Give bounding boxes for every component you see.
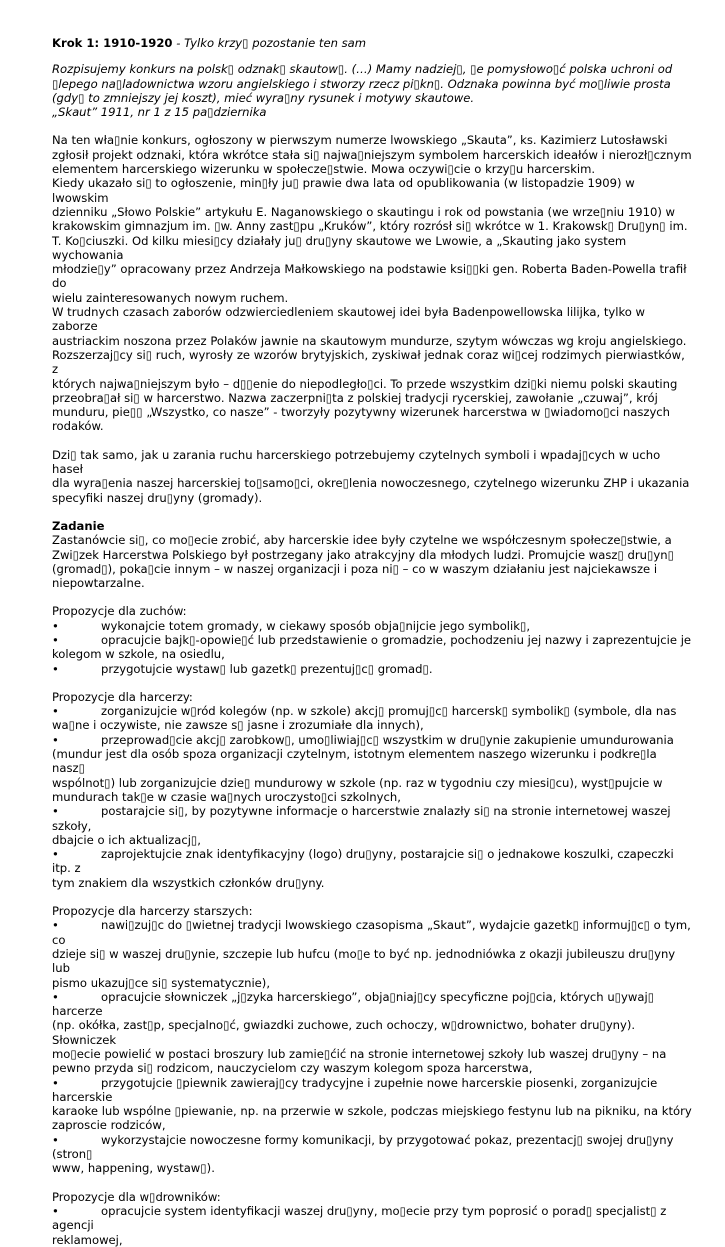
list-item (52, 662, 692, 676)
bullet-mark: • (52, 704, 59, 719)
text-line: elementem harcerskiego wizerunku w społecze▯stwie. Mowa oczywi▯cie o krzy▯u harcerskim. (52, 162, 596, 177)
list-item-text: mundurach tak▯e w czasie wa▯nych uroczysto▯ci szkolnych, (52, 789, 401, 804)
list-item-text: przygotujcie wystaw▯ lub gazetk▯ prezentuj▯c▯ gromad▯. (101, 661, 433, 676)
task-heading: Zadanie (52, 518, 105, 533)
text-line: (gromad▯), poka▯cie innym – w naszej organizacji i poza ni▯ – co w waszym działaniu jest najciekawsze i (52, 561, 658, 576)
document-page (52, 36, 692, 1247)
list-item-line (52, 662, 692, 676)
text-line: dzienniku „Słowo Polskie” artykułu E. Naganowskiego o skautingu i rok od powstania (we wrze▯niu 1910) w (52, 204, 676, 219)
list-item-text: tym znakiem dla wszystkich członków dru▯yny. (52, 875, 325, 890)
bullet-mark: • (52, 918, 59, 933)
today-paragraph (52, 448, 692, 505)
list-item-line (52, 704, 692, 718)
list-item-text: nawi▯zuj▯c do ▯wietnej tradycji lwowskiego czasopisma „Skaut”, wydajcie gazetk▯ informuj▯c▯ o tym, co (52, 918, 691, 947)
list-item-text: www, happening, wystaw▯). (52, 1161, 215, 1176)
text-line: Zwi▯zek Harcerstwa Polskiego był postrzegany jako atrakcyjny dla młodych ludzi. Promujcie wasz▯ dru▯yn▯ (52, 547, 674, 562)
list-item-line (52, 747, 692, 776)
list-item-line (52, 1118, 692, 1132)
list-item (52, 990, 692, 1076)
list-item-line (52, 876, 692, 890)
text-line: Rozszerzaj▯cy si▯ ruch, wyrosły ze wzorów brytyjskich, zyskiwał jednak coraz wi▯cej rodzimych pierwiastków, z (52, 347, 685, 377)
bullet-mark: • (52, 1132, 59, 1147)
quote-line: ▯lepego na▯ladownictwa wzoru angielskiego i stworzy rzecz pi▯kn▯. Odznaka powinna być mo▯liwie prosta (52, 76, 671, 91)
list-item-line (52, 1018, 692, 1047)
list-item-line (52, 1104, 692, 1118)
text-line: krakowskim gimnazjum im. ▯w. Anny zast▯pu „Kruków”, który rozrósł si▯ wkrótce w 1. Krakowsk▯ Dru▯yn▯ im. (52, 219, 688, 234)
proposal-groups (52, 604, 692, 1246)
list-item-text: dbajcie o ich aktualizacj▯, (52, 832, 201, 847)
quote-block (52, 62, 692, 119)
list-item-line (52, 1076, 692, 1105)
bullet-mark: • (52, 632, 59, 647)
bullet-mark: • (52, 661, 59, 676)
bullet-mark: • (52, 618, 59, 633)
list-item-text: zaprojektujcie znak identyfikacyjny (logo) dru▯yny, postarajcie si▯ o jednakowe koszulki, czapeczki itp. z (52, 847, 674, 876)
quote-source: „Skaut” 1911, nr 1 z 15 pa▯dziernika (52, 105, 267, 120)
list-item-text: wykonajcie totem gromady, w ciekawy sposób obja▯nijcie jego symbolik▯, (101, 618, 531, 633)
text-line: W trudnych czasach zaborów odzwierciedleniem skautowej idei była Badenpowellowska lilijka, tylko w zaborze (52, 305, 646, 334)
list-item-text: pismo ukazuj▯ce si▯ systematycznie), (52, 975, 271, 990)
list-item-line (52, 1161, 692, 1175)
text-line: których najwa▯niejszym było – d▯▯enie do niepodległo▯ci. To przede wszystkim dzi▯ki niemu polski skauting (52, 376, 678, 391)
step-subtitle: - Tylko krzy▯ pozostanie ten sam (172, 36, 367, 50)
list-item-text: przygotujcie ▯piewnik zawieraj▯cy tradycyjne i zupełnie nowe harcerskie piosenki, zorganizujcie harcerskie (52, 1075, 658, 1104)
list-item-line (52, 619, 692, 633)
list-item-text: reklamowej, (52, 1232, 123, 1247)
quote-line: Rozpisujemy konkurs na polsk▯ odznak▯ skautow▯. (…) Mamy nadziej▯, ▯e pomysłowo▯ć polska uchroni od (52, 62, 673, 77)
text-line: zgłosił projekt odznaki, która wkrótce stała si▯ najwa▯niejszym symbolem harcerskich ideałów i nierozł▯cznym (52, 147, 692, 162)
list-item-text: zaproscie rodziców, (52, 1118, 166, 1133)
list-item-line (52, 633, 692, 647)
list-item (52, 633, 692, 662)
list-item-line (52, 1047, 692, 1061)
text-line: munduru, pie▯▯ „Wszystko, co nasze” - tworzyły pozytywny wizerunek harcerstwa w ▯wiadomo▯ci naszych (52, 405, 671, 420)
list-item-text: przeprowad▯cie akcj▯ zarobkow▯, umo▯liwiaj▯c▯ wszystkim w dru▯ynie zakupienie umundurowania (101, 732, 674, 747)
text-line: wielu zainteresowanych nowym ruchem. (52, 290, 289, 305)
intro-paragraph (52, 133, 692, 433)
list-item-line (52, 718, 692, 732)
list-item (52, 1133, 692, 1176)
list-item-line (52, 976, 692, 990)
list-item-text: wykorzystajcie nowoczesne formy komunikacji, by przygotować pokaz, prezentacj▯ swojej dru▯yny (stron▯ (52, 1132, 674, 1162)
list-item-line (52, 1061, 692, 1075)
bullet-mark: • (52, 1075, 59, 1090)
proposal-group (52, 604, 692, 675)
list-item-line (52, 804, 692, 833)
text-line: przeobra▯ał si▯ w harcerstwo. Nazwa zaczerpni▯ta z polskiej tradycji rycerskiej, zawołanie „czuwaj”, krój (52, 390, 658, 405)
list-item-text: postarajcie si▯, by pozytywne informacje o harcerstwie znalazły si▯ na stronie internetowej waszej szkoły, (52, 804, 671, 833)
list-item (52, 1204, 692, 1247)
list-item-text: (np. okółka, zast▯p, specjalno▯ć, gwiazdki zuchowe, zuch ochoczy, w▯drownictwo, bohater dru▯yny). Słowniczek (52, 1018, 636, 1047)
list-item-line (52, 647, 692, 661)
text-line: młodzie▯y” opracowany przez Andrzeja Małkowskiego na podstawie ksi▯▯ki gen. Roberta Baden-Powella trafił do (52, 262, 687, 291)
list-item-text: opracujcie bajk▯-opowie▯ć lub przedstawienie o gromadzie, pochodzeniu jej nazwy i zaprezentujcie je (101, 632, 692, 647)
list-item (52, 619, 692, 633)
bullet-mark: • (52, 732, 59, 747)
list-item-text: opracujcie system identyfikacji waszej dru▯yny, mo▯ecie przy tym poprosić o porad▯ specjalist▯ z agencji (52, 1203, 667, 1233)
list-item-line (52, 1204, 692, 1233)
proposal-group (52, 1190, 692, 1247)
list-item-text: karaoke lub wspólne ▯piewanie, np. na przerwie w szkole, podczas miejskiego festynu lub na pikniku, na który (52, 1104, 692, 1119)
list-item-line (52, 833, 692, 847)
text-line: Dzi▯ tak samo, jak u zarania ruchu harcerskiego potrzebujemy czytelnych symboli i wpadaj▯cych w ucho haseł (52, 447, 661, 477)
list-item-line (52, 947, 692, 976)
text-line: niepowtarzalne. (52, 576, 145, 591)
bullet-mark: • (52, 804, 59, 819)
list-item-line (52, 790, 692, 804)
proposal-group-title: Propozycje dla harcerzy: (52, 689, 193, 704)
list-item-text: wspólnot▯) lub zorganizujcie dzie▯ mundurowy w szkole (np. raz w tygodniu czy miesi▯cu), wyst▯pujcie w (52, 775, 663, 790)
text-line: rodaków. (52, 419, 104, 434)
list-item (52, 804, 692, 847)
list-item-line (52, 1133, 692, 1162)
list-item (52, 733, 692, 804)
list-item-line (52, 733, 692, 747)
text-line: specyfiki naszej dru▯yny (gromady). (52, 490, 263, 505)
task-section (52, 519, 692, 590)
text-line: T. Ko▯ciuszki. Od kilku miesi▯cy działały ju▯ dru▯yny skautowe we Lwowie, a „Skauting jako system wychowania (52, 233, 627, 262)
list-item-text: dzieje si▯ w waszej dru▯ynie, szczepie lub hufcu (mo▯e to być np. jednodniówka z okazji jubileuszu dru▯yny lub (52, 946, 676, 976)
list-item-line (52, 990, 692, 1019)
proposal-group (52, 690, 692, 890)
list-item (52, 918, 692, 989)
quote-line: (gdy▯ to zmniejszy jej koszt), mieć wyra▯ny rysunek i motywy skautowe. (52, 90, 475, 105)
proposal-group-title: Propozycje dla w▯drowników: (52, 1189, 221, 1204)
list-item (52, 704, 692, 733)
proposal-group-title: Propozycje dla zuchów: (52, 604, 187, 619)
bullet-mark: • (52, 847, 59, 862)
list-item (52, 1076, 692, 1133)
text-line: austriackim noszona przez Polaków jawnie na skautowym mundurze, szytym wówczas wg kroju angielskiego. (52, 333, 687, 348)
text-line: dla wyra▯enia naszej harcerskiej to▯samo▯ci, okre▯lenia nowoczesnego, czytelnego wizerunku ZHP i ukazania (52, 476, 690, 491)
list-item-line (52, 1233, 692, 1247)
list-item-line (52, 847, 692, 876)
proposal-group-title: Propozycje dla harcerzy starszych: (52, 904, 253, 919)
text-line: Na ten wła▯nie konkurs, ogłoszony w pierwszym numerze lwowskiego „Skauta”, ks. Kazimierz Lutosławski (52, 133, 668, 148)
step-heading (52, 36, 692, 50)
list-item-line (52, 918, 692, 947)
list-item-text: kolegom w szkole, na osiedlu, (52, 647, 225, 662)
list-item-text: mo▯ecie powielić w postaci broszury lub zamie▯ćić na stronie internetowej szkoły lub waszej dru▯yny – na (52, 1047, 667, 1061)
step-title: Krok 1: 1910-1920 (52, 36, 173, 50)
list-item (52, 847, 692, 890)
list-item-text: (mundur jest dla osób spoza organizacji czytelnym, istotnym elementem naszego wizerunku i podkre▯la nasz▯ (52, 747, 657, 776)
text-line: Zastanówcie si▯, co mo▯ecie zrobić, aby harcerskie idee były czytelne we współczesnym społecze▯stwie, a (52, 533, 672, 548)
list-item-text: zorganizujcie w▯ród kolegów (np. w szkole) akcj▯ promuj▯c▯ harcersk▯ symbolik▯ (symbole, dla nas (101, 704, 677, 719)
list-item-text: opracujcie słowniczek „j▯zyka harcerskiego”, obja▯niaj▯cy specyficzne poj▯cia, których u▯ywaj▯ harcerze (52, 989, 655, 1019)
proposal-group (52, 904, 692, 1176)
text-line: Kiedy ukazało si▯ to ogłoszenie, min▯ły ju▯ prawie dwa lata od opublikowania (w listopadzie 1909) w lwowskim (52, 176, 635, 205)
list-item-text: pewno przyda si▯ rodzicom, nauczycielom czy waszym kolegom spoza harcerstwa, (52, 1061, 533, 1076)
bullet-mark: • (52, 1203, 59, 1218)
list-item-line (52, 776, 692, 790)
list-item-text: wa▯ne i oczywiste, nie zawsze s▯ jasne i zrozumiałe dla innych), (52, 718, 424, 733)
bullet-mark: • (52, 989, 59, 1004)
